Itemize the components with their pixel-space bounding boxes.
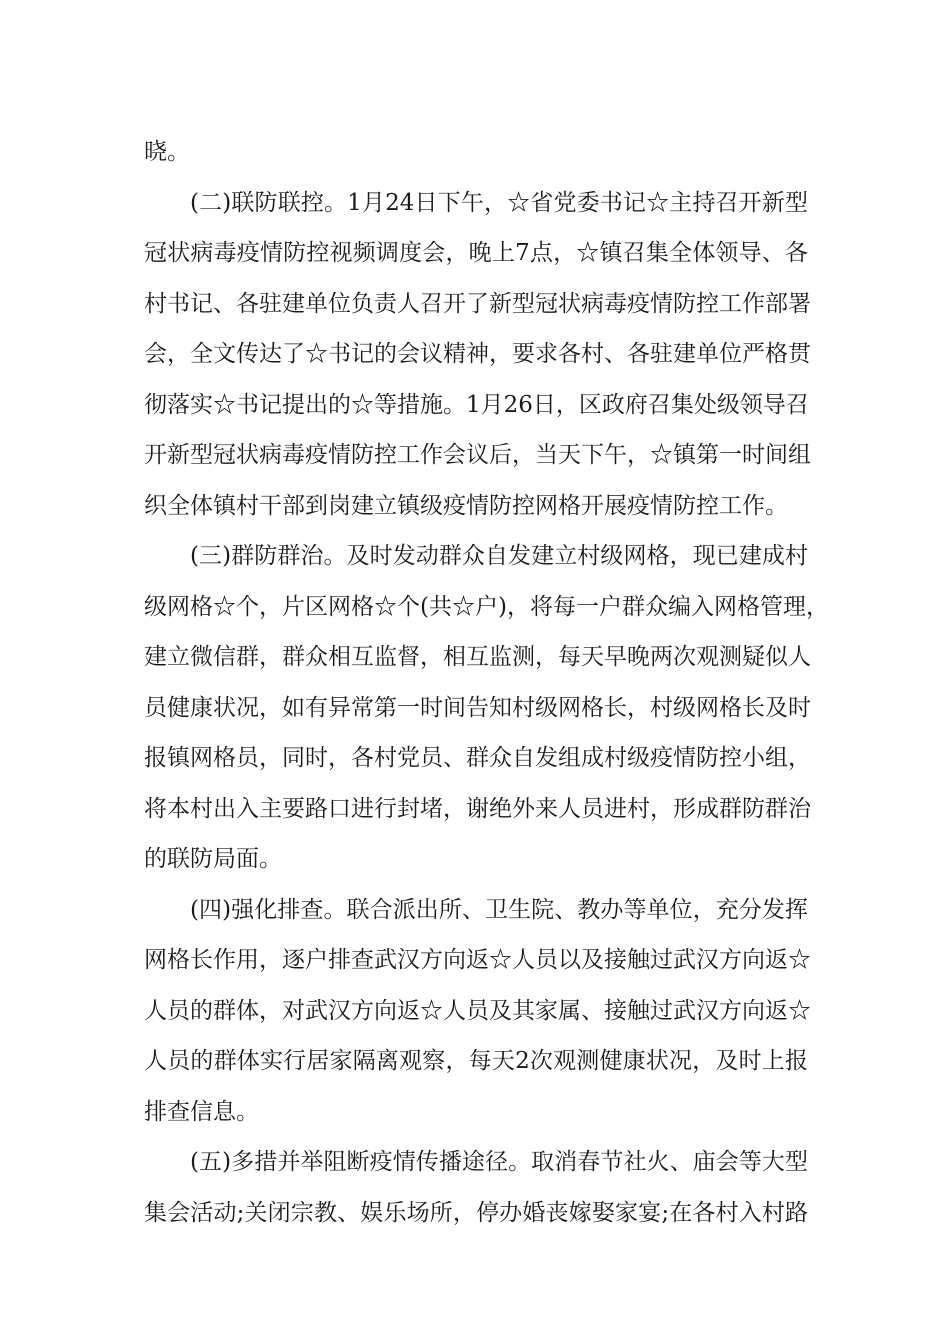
text-line: 晓。 bbox=[144, 139, 190, 165]
text-line: 人员的群体实行居家隔离观察，每天2次观测健康状况，及时上报 bbox=[144, 1048, 808, 1074]
text-line: 员健康状况，如有异常第一时间告知村级网格长，村级网格长及时 bbox=[144, 694, 811, 721]
text-line: 级网格☆个，片区网格☆个(共☆户)，将每一户群众编入网格管理， bbox=[144, 593, 829, 620]
text-line: 集会活动;关闭宗教、娱乐场所，停办婚丧嫁娶家宴;在各村入村路 bbox=[144, 1199, 808, 1226]
text-line: 冠状病毒疫情防控视频调度会，晚上7点，☆镇召集全体领导、各 bbox=[144, 240, 808, 266]
text-line: 排查信息。 bbox=[144, 1098, 259, 1125]
document-body bbox=[144, 127, 829, 1238]
paragraph-heading-line: (二)联防联控。1月24日下午，☆省党委书记☆主持召开新型 bbox=[190, 189, 808, 216]
text-line: 建立微信群，群众相互监督，相互监测，每天早晚两次观测疑似人 bbox=[144, 644, 811, 670]
paragraph-heading-line: (四)强化排查。联合派出所、卫生院、教办等单位，充分发挥 bbox=[190, 896, 808, 923]
text-line: 的联防局面。 bbox=[144, 846, 282, 872]
text-line: 网格长作用，逐户排查武汉方向返☆人员以及接触过武汉方向返☆ bbox=[144, 947, 811, 973]
paragraph-heading-line: (三)群防群治。及时发动群众自发建立村级网格，现已建成村 bbox=[190, 543, 808, 569]
text-line: 织全体镇村干部到岗建立镇级疫情防控网格开展疫情防控工作。 bbox=[144, 492, 788, 519]
text-line: 彻落实☆书记提出的☆等措施。1月26日，区政府召集处级领导召 bbox=[144, 391, 809, 418]
text-line: 人员的群体，对武汉方向返☆人员及其家属、接触过武汉方向返☆ bbox=[144, 997, 811, 1024]
text-line: 报镇网格员，同时，各村党员、群众自发组成村级疫情防控小组， bbox=[144, 745, 811, 771]
text-line: 村书记、各驻建单位负责人召开了新型冠状病毒疫情防控工作部署 bbox=[144, 290, 811, 317]
text-line: 开新型冠状病毒疫情防控工作会议后，当天下午，☆镇第一时间组 bbox=[144, 442, 811, 468]
paragraph-heading-line: (五)多措并举阻断疫情传播途径。取消春节社火、庙会等大型 bbox=[190, 1149, 808, 1175]
text-line: 会，全文传达了☆书记的会议精神，要求各村、各驻建单位严格贯 bbox=[144, 341, 811, 367]
text-line: 将本村出入主要路口进行封堵，谢绝外来人员进村，形成群防群治 bbox=[144, 795, 811, 822]
